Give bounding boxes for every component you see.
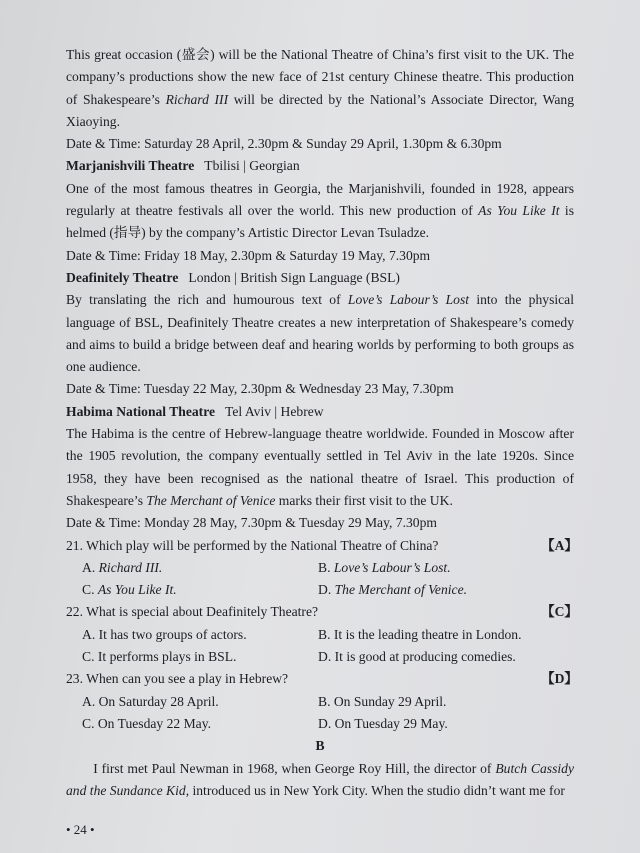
theatre-heading — [66, 401, 574, 423]
question-21 — [66, 535, 578, 602]
play-title: Richard III — [165, 91, 229, 107]
question-text: 23. When can you see a play in Hebrew? — [66, 671, 289, 687]
theatre-location: Tel Aviv | Hebrew — [225, 403, 324, 419]
option-letter: C. — [82, 582, 98, 598]
option-c: C. It performs plays in BSL. — [82, 649, 237, 665]
theatre-description — [66, 423, 574, 512]
option-text: Richard III. — [98, 559, 163, 575]
option-text: The Merchant of Venice. — [334, 582, 467, 598]
film-title: Butch Cassidy and the Sundance Kid — [66, 760, 574, 798]
option-a: A. On Saturday 28 April. — [82, 693, 219, 709]
option-b: B. On Sunday 29 April. — [318, 693, 447, 709]
theatre-heading — [66, 267, 574, 289]
theatre-name: Marjanishvili Theatre — [66, 158, 195, 174]
section-heading: B — [315, 738, 325, 754]
option-letter: B. — [318, 559, 334, 575]
option-letter: A. — [82, 559, 99, 575]
theatre-heading — [66, 155, 574, 177]
theatre-location: London | British Sign Language (BSL) — [188, 269, 400, 285]
text: This great occasion (盛会) will be the National Theatre of China’s first visit to the UK. The company’s productions show the new face of 21st century Chinese theatre. This production of Shakespeare’s — [66, 47, 574, 107]
theatre-description — [66, 289, 574, 378]
play-title: The Merchant of Venice — [146, 492, 276, 508]
theatre-description — [66, 178, 574, 245]
theatre-date: Date & Time: Tuesday 22 May, 2.30pm & Wednesday 23 May, 7.30pm — [66, 381, 454, 397]
text: The Habima is the centre of Hebrew-language theatre worldwide. Founded in Moscow after the 1905 revolution, the company eventually settled in Tel Aviv in the late 1920s. Since 1958, they have been recognised as the national theatre of Israel. This production of Shakespeare’s — [66, 426, 574, 508]
document-page — [66, 44, 578, 802]
page-number: • 24 • — [66, 822, 95, 837]
text: One of the most famous theatres in Georgia, the Marjanishvili, founded in 1928, appears regularly at theatre festivals all over the world. This new production of — [66, 180, 574, 219]
option-c — [82, 579, 318, 601]
text: into the physical language of BSL, Deafinitely Theatre creates a new interpretation of Shakespeare’s comedy and aims to build a bridge between deaf and hearing worlds by performing to both groups as one audience. — [66, 292, 574, 375]
option-letter: D. — [318, 582, 335, 598]
question-text: 22. What is special about Deafinitely Theatre? — [66, 604, 319, 620]
option-d: D. It is good at producing comedies. — [318, 649, 516, 665]
theatre-name: Deafinitely Theatre — [66, 269, 179, 285]
question-23 — [66, 668, 578, 735]
theatre-location: Tbilisi | Georgian — [204, 158, 300, 174]
option-b — [318, 557, 574, 579]
option-text: As You Like It. — [97, 582, 177, 598]
option-a — [82, 557, 318, 579]
theatre-date: Date & Time: Friday 18 May, 2.30pm & Saturday 19 May, 7.30pm — [66, 247, 431, 263]
theatre-date: Date & Time: Monday 28 May, 7.30pm & Tuesday 29 May, 7.30pm — [66, 515, 437, 531]
option-text: Love’s Labour’s Lost. — [333, 559, 451, 575]
text: I first met Paul Newman in 1968, when George Roy Hill, the director of — [93, 760, 496, 776]
option-b: B. It is the leading theatre in London. — [318, 626, 522, 642]
answer-key: 【A】 — [540, 537, 578, 553]
section-b-paragraph — [66, 758, 574, 803]
answer-key: 【D】 — [540, 671, 578, 687]
play-title: Love’s Labour’s Lost — [347, 292, 470, 308]
text: marks their first visit to the UK. — [275, 492, 453, 508]
option-a: A. It has two groups of actors. — [82, 626, 247, 642]
text: , introduced us in New York City. When the studio didn’t want me for — [185, 782, 565, 798]
theatre-name: Habima National Theatre — [66, 403, 216, 419]
option-d: D. On Tuesday 29 May. — [318, 715, 448, 731]
question-text: 21. Which play will be performed by the National Theatre of China? — [66, 537, 439, 553]
intro-paragraph — [66, 44, 574, 133]
question-22 — [66, 601, 578, 668]
option-d — [318, 579, 574, 601]
text: By translating the rich and humourous text of — [66, 292, 348, 308]
answer-key: 【C】 — [540, 604, 578, 620]
play-title: As You Like It — [478, 203, 560, 219]
intro-date: Date & Time: Saturday 28 April, 2.30pm & Sunday 29 April, 1.30pm & 6.30pm — [66, 136, 502, 152]
text: is helmed (指导) by the company’s Artistic Director Levan Tsuladze. — [66, 203, 574, 241]
option-c: C. On Tuesday 22 May. — [82, 715, 212, 731]
text: will be directed by the National’s Associate Director, Wang Xiaoying. — [66, 91, 574, 129]
